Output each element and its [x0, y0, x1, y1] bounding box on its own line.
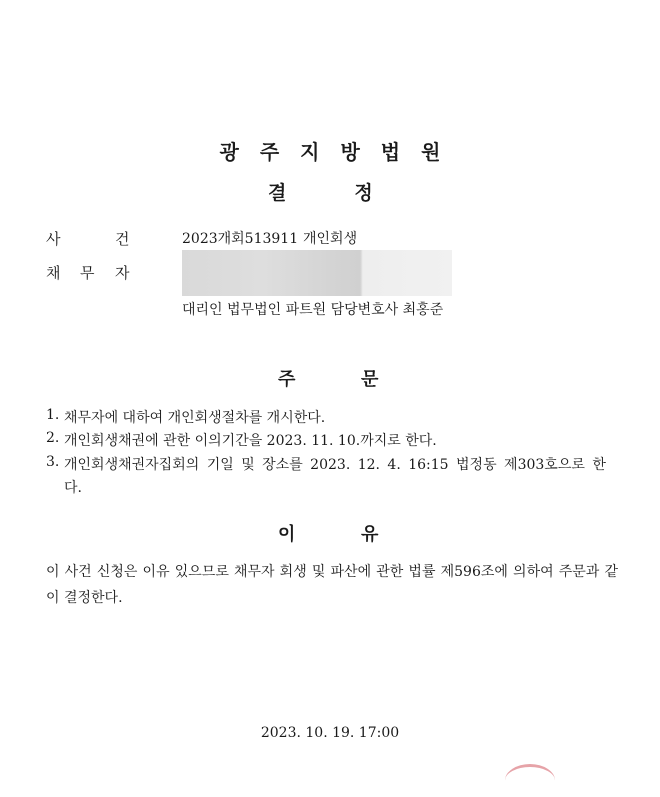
order-item-text: 개인회생채권에 관한 이의기간을 2023. 11. 10.까지로 한다.	[64, 433, 437, 449]
document-title	[268, 178, 373, 205]
order-item-text-continued: 다.	[64, 480, 82, 496]
court-name: 광주지방법원	[219, 140, 462, 164]
order-item-number: 2.	[46, 430, 60, 446]
debtor-label-char-2: 무	[80, 264, 95, 282]
redacted-debtor-info	[182, 250, 452, 296]
debtor-label-char-1: 채	[46, 264, 61, 282]
order-heading-char-1: 주	[278, 369, 296, 390]
debtor-representative: 대리인 법무법인 파트원 담당변호사 최홍준	[182, 302, 444, 318]
case-label-char-2: 건	[115, 230, 130, 248]
case-type: 개인회생	[303, 231, 358, 247]
document-title-char-2: 정	[354, 182, 373, 204]
case-label-char-1: 사	[46, 230, 61, 248]
document-title-char-1: 결	[268, 182, 287, 204]
reason-heading-char-2: 유	[361, 524, 379, 545]
case-number: 2023개회513911	[182, 231, 299, 247]
order-item-text: 개인회생채권자집회의 기일 및 장소를 2023. 12. 4. 16:15 법정동 제303호으로 한	[64, 457, 606, 473]
reason-heading-char-1: 이	[278, 524, 296, 545]
debtor-label-char-3: 자	[115, 264, 130, 282]
court-seal	[505, 764, 555, 797]
order-item-number: 3.	[46, 454, 60, 470]
order-heading-char-2: 문	[361, 369, 379, 390]
reason-text: 이 사건 신청은 이유 있으므로 채무자 회생 및 파산에 관한 법률 제596조에 의하여 주문과 같이 결정한다.	[46, 564, 618, 606]
order-item-text: 채무자에 대하여 개인회생절차를 개시한다.	[64, 410, 326, 426]
decision-date: 2023. 10. 19. 17:00	[260, 725, 400, 741]
order-item-number: 1.	[46, 407, 60, 423]
